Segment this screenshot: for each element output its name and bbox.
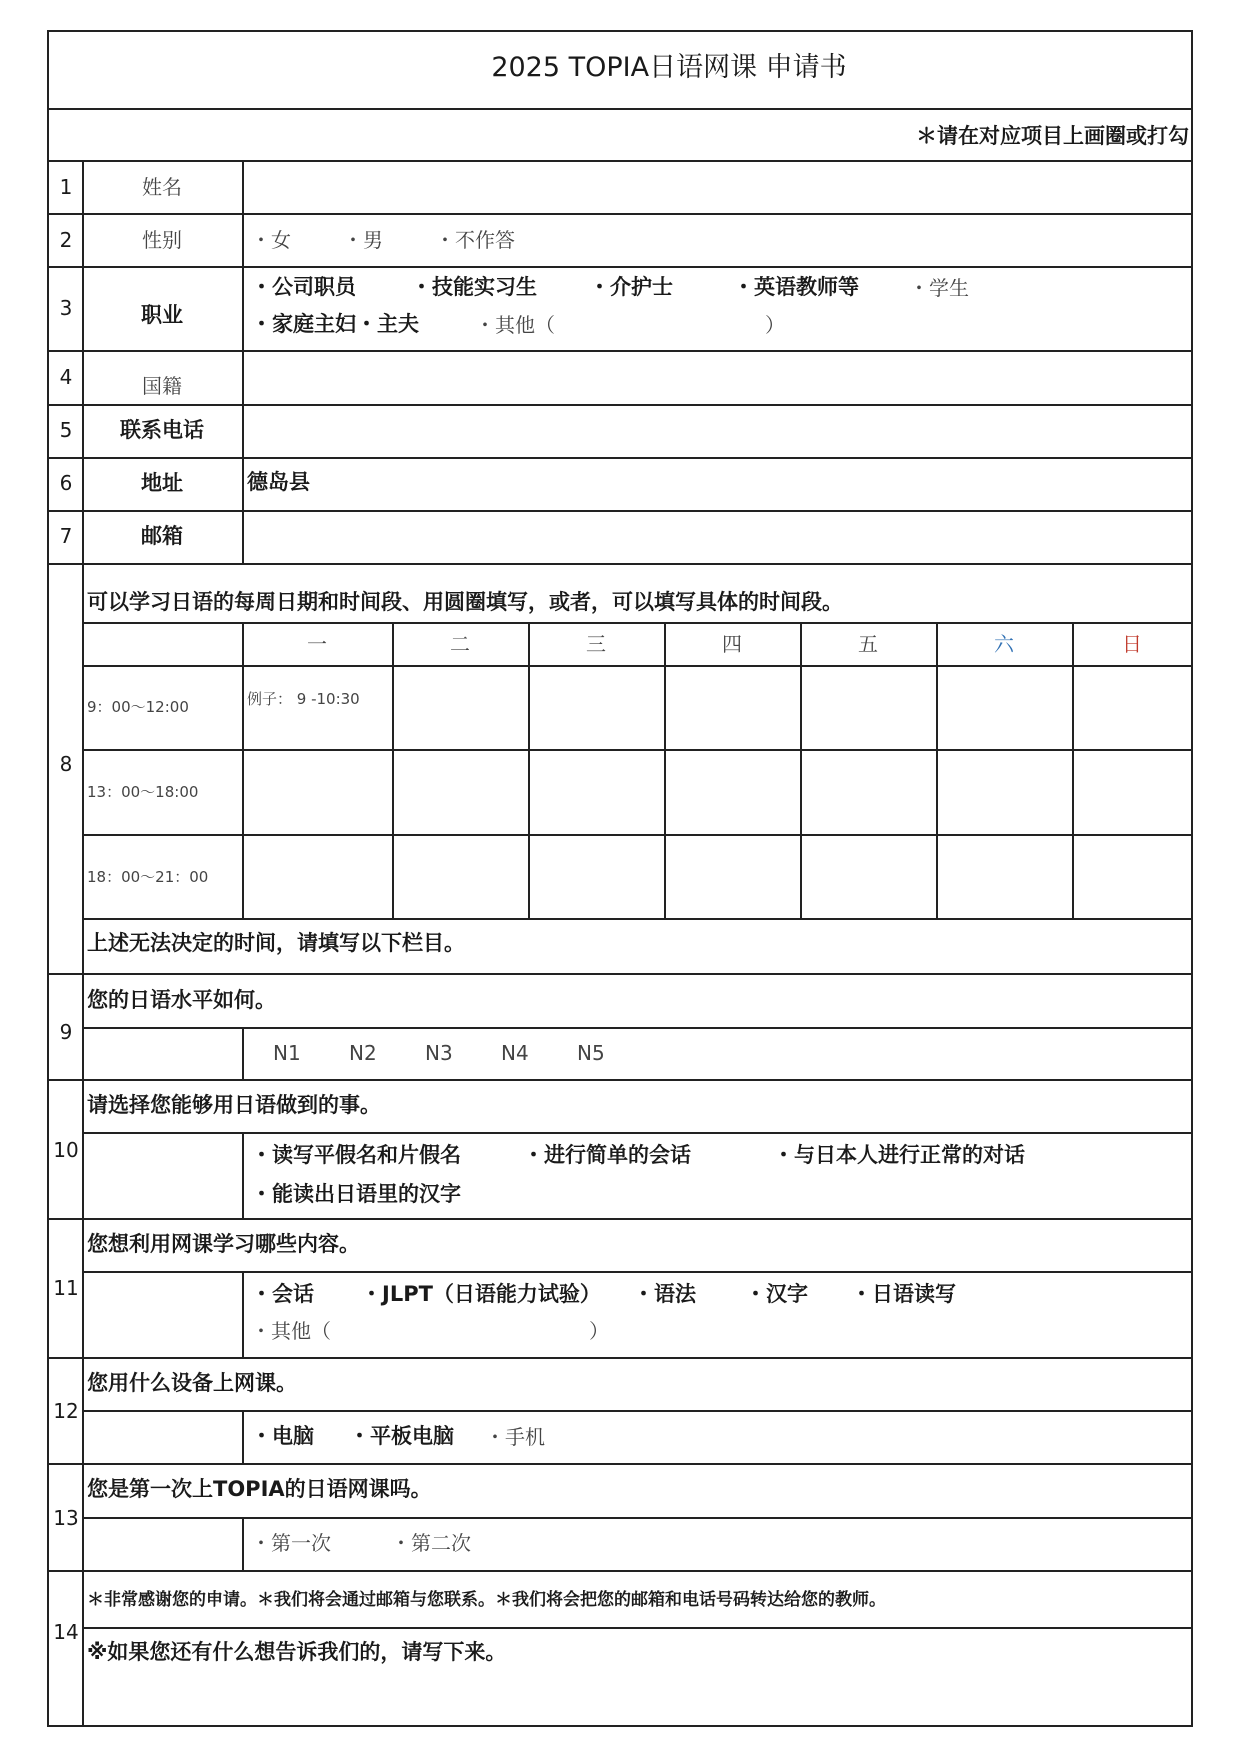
address-label: 地址 bbox=[141, 471, 183, 495]
occupation-label: 职业 bbox=[141, 303, 183, 327]
schedule-note: 上述无法决定的时间，请填写以下栏目。 bbox=[87, 931, 465, 955]
divider bbox=[49, 213, 1191, 215]
content-conversation[interactable]: ・会话 bbox=[251, 1282, 314, 1306]
row-number: 13 bbox=[53, 1506, 79, 1530]
ability-normal-conversation[interactable]: ・与日本人进行正常的对话 bbox=[773, 1143, 1025, 1167]
day-friday: 五 bbox=[858, 632, 878, 656]
content-grammar[interactable]: ・语法 bbox=[633, 1282, 696, 1306]
application-form bbox=[47, 30, 1193, 1727]
divider bbox=[49, 973, 1191, 975]
name-field[interactable] bbox=[244, 162, 1189, 213]
divider bbox=[49, 563, 1191, 565]
schedule-cell[interactable] bbox=[666, 667, 800, 749]
email-field[interactable] bbox=[244, 512, 1189, 563]
divider bbox=[242, 1132, 244, 1220]
first-time-prompt: 您是第一次上TOPIA的日语网课吗。 bbox=[87, 1477, 432, 1501]
occupation-homemaker[interactable]: ・家庭主妇・主夫 bbox=[251, 312, 419, 336]
divider bbox=[82, 1410, 1191, 1412]
schedule-prompt: 可以学习日语的每周日期和时间段、用圆圈填写，或者，可以填写具体的时间段。 bbox=[87, 590, 843, 614]
divider bbox=[82, 1027, 1191, 1029]
first-time-option[interactable]: ・第一次 bbox=[251, 1531, 331, 1555]
email-label: 邮箱 bbox=[141, 524, 183, 548]
gender-option-male[interactable]: ・男 bbox=[343, 228, 383, 252]
instruction-text: ＊请在对应项目上画圈或打勾 bbox=[916, 124, 1189, 148]
divider bbox=[49, 1570, 1191, 1572]
schedule-cell[interactable] bbox=[530, 667, 664, 749]
level-option-n3[interactable]: N3 bbox=[425, 1041, 453, 1065]
row-number: 11 bbox=[53, 1276, 79, 1300]
divider bbox=[49, 1463, 1191, 1465]
divider bbox=[82, 1132, 1191, 1134]
level-option-n5[interactable]: N5 bbox=[577, 1041, 605, 1065]
divider bbox=[49, 1357, 1191, 1359]
row-number: 8 bbox=[59, 752, 73, 776]
ability-simple-conversation[interactable]: ・进行简单的会话 bbox=[523, 1143, 691, 1167]
day-wednesday: 三 bbox=[586, 632, 606, 656]
row-number: 4 bbox=[59, 365, 73, 389]
occupation-technical-intern[interactable]: ・技能实习生 bbox=[411, 275, 537, 299]
gender-option-female[interactable]: ・女 bbox=[251, 228, 291, 252]
row-number: 12 bbox=[53, 1399, 79, 1423]
comments-prompt: ※如果您还有什么想告诉我们的，请写下来。 bbox=[87, 1640, 507, 1664]
page-title: 2025 TOPIA日语网课 申请书 bbox=[491, 52, 847, 83]
gender-option-none[interactable]: ・不作答 bbox=[435, 228, 515, 252]
level-prompt: 您的日语水平如何。 bbox=[87, 988, 276, 1012]
time-slot-morning: 9：00～12:00 bbox=[87, 698, 189, 716]
occupation-english-teacher[interactable]: ・英语教师等 bbox=[733, 275, 859, 299]
day-sunday: 日 bbox=[1122, 632, 1142, 656]
divider bbox=[49, 1079, 1191, 1081]
content-other[interactable]: ・其他（ bbox=[251, 1319, 331, 1343]
divider bbox=[49, 457, 1191, 459]
name-label: 姓名 bbox=[142, 175, 182, 199]
row-number: 2 bbox=[59, 228, 73, 252]
divider bbox=[242, 1271, 244, 1359]
ability-prompt: 请选择您能够用日语做到的事。 bbox=[87, 1093, 381, 1117]
row-number: 1 bbox=[59, 175, 73, 199]
device-computer[interactable]: ・电脑 bbox=[251, 1424, 314, 1448]
time-slot-afternoon: 13：00～18:00 bbox=[87, 783, 199, 801]
content-other-close: ） bbox=[589, 1319, 609, 1343]
schedule-cell[interactable] bbox=[938, 667, 1072, 749]
divider bbox=[49, 108, 1191, 110]
level-option-n1[interactable]: N1 bbox=[273, 1041, 301, 1065]
nationality-field[interactable] bbox=[244, 352, 1189, 404]
occupation-other[interactable]: ・其他（ bbox=[475, 313, 555, 337]
divider bbox=[242, 1410, 244, 1465]
second-time-option[interactable]: ・第二次 bbox=[391, 1531, 471, 1555]
row-number: 7 bbox=[59, 524, 73, 548]
comments-field[interactable] bbox=[84, 1668, 1189, 1724]
occupation-caregiver[interactable]: ・介护士 bbox=[589, 275, 673, 299]
row-number: 5 bbox=[59, 418, 73, 442]
occupation-office-worker[interactable]: ・公司职员 bbox=[251, 275, 356, 299]
schedule-cell[interactable] bbox=[394, 667, 528, 749]
row-number: 9 bbox=[59, 1020, 73, 1044]
divider bbox=[82, 160, 84, 1725]
divider bbox=[82, 1517, 1191, 1519]
divider bbox=[82, 1627, 1191, 1629]
day-tuesday: 二 bbox=[450, 632, 470, 656]
day-thursday: 四 bbox=[722, 632, 742, 656]
divider bbox=[82, 1271, 1191, 1273]
device-prompt: 您用什么设备上网课。 bbox=[87, 1371, 297, 1395]
device-phone[interactable]: ・手机 bbox=[485, 1425, 545, 1449]
schedule-cell[interactable] bbox=[1074, 667, 1191, 749]
schedule-example: 例子： 9 -10:30 bbox=[247, 690, 360, 708]
schedule-cell[interactable] bbox=[244, 667, 392, 749]
occupation-other-close: ） bbox=[765, 313, 785, 337]
day-saturday: 六 bbox=[994, 632, 1014, 656]
ability-read-kanji[interactable]: ・能读出日语里的汉字 bbox=[251, 1182, 461, 1206]
phone-label: 联系电话 bbox=[120, 418, 204, 442]
schedule-cell[interactable] bbox=[802, 667, 936, 749]
divider bbox=[49, 266, 1191, 268]
divider bbox=[49, 1218, 1191, 1220]
ability-read-kana[interactable]: ・读写平假名和片假名 bbox=[251, 1143, 461, 1167]
divider bbox=[82, 918, 1191, 920]
day-monday: 一 bbox=[307, 632, 327, 656]
phone-field[interactable] bbox=[244, 406, 1189, 457]
divider bbox=[242, 1027, 244, 1081]
content-reading-writing[interactable]: ・日语读写 bbox=[851, 1282, 956, 1306]
nationality-label: 国籍 bbox=[142, 374, 182, 398]
device-tablet[interactable]: ・平板电脑 bbox=[349, 1424, 454, 1448]
level-option-n2[interactable]: N2 bbox=[349, 1041, 377, 1065]
row-number: 14 bbox=[53, 1620, 79, 1644]
time-slot-evening: 18：00～21：00 bbox=[87, 868, 209, 886]
row-number: 10 bbox=[53, 1138, 79, 1162]
content-jlpt[interactable]: ・JLPT（日语能力试验） bbox=[361, 1282, 601, 1306]
divider bbox=[82, 749, 1191, 751]
address-value[interactable]: 德岛县 bbox=[247, 470, 310, 494]
divider bbox=[82, 834, 1191, 836]
row-number: 3 bbox=[59, 296, 73, 320]
row-number: 6 bbox=[59, 471, 73, 495]
thanks-note: ＊非常感谢您的申请。＊我们将会通过邮箱与您联系。＊我们将会把您的邮箱和电话号码转达给您的教师。 bbox=[87, 1590, 886, 1610]
content-kanji[interactable]: ・汉字 bbox=[745, 1282, 808, 1306]
content-prompt: 您想利用网课学习哪些内容。 bbox=[87, 1232, 360, 1256]
divider bbox=[82, 622, 1191, 624]
level-option-n4[interactable]: N4 bbox=[501, 1041, 529, 1065]
occupation-student[interactable]: ・学生 bbox=[909, 276, 969, 300]
divider bbox=[242, 1517, 244, 1572]
gender-label: 性别 bbox=[142, 228, 182, 252]
